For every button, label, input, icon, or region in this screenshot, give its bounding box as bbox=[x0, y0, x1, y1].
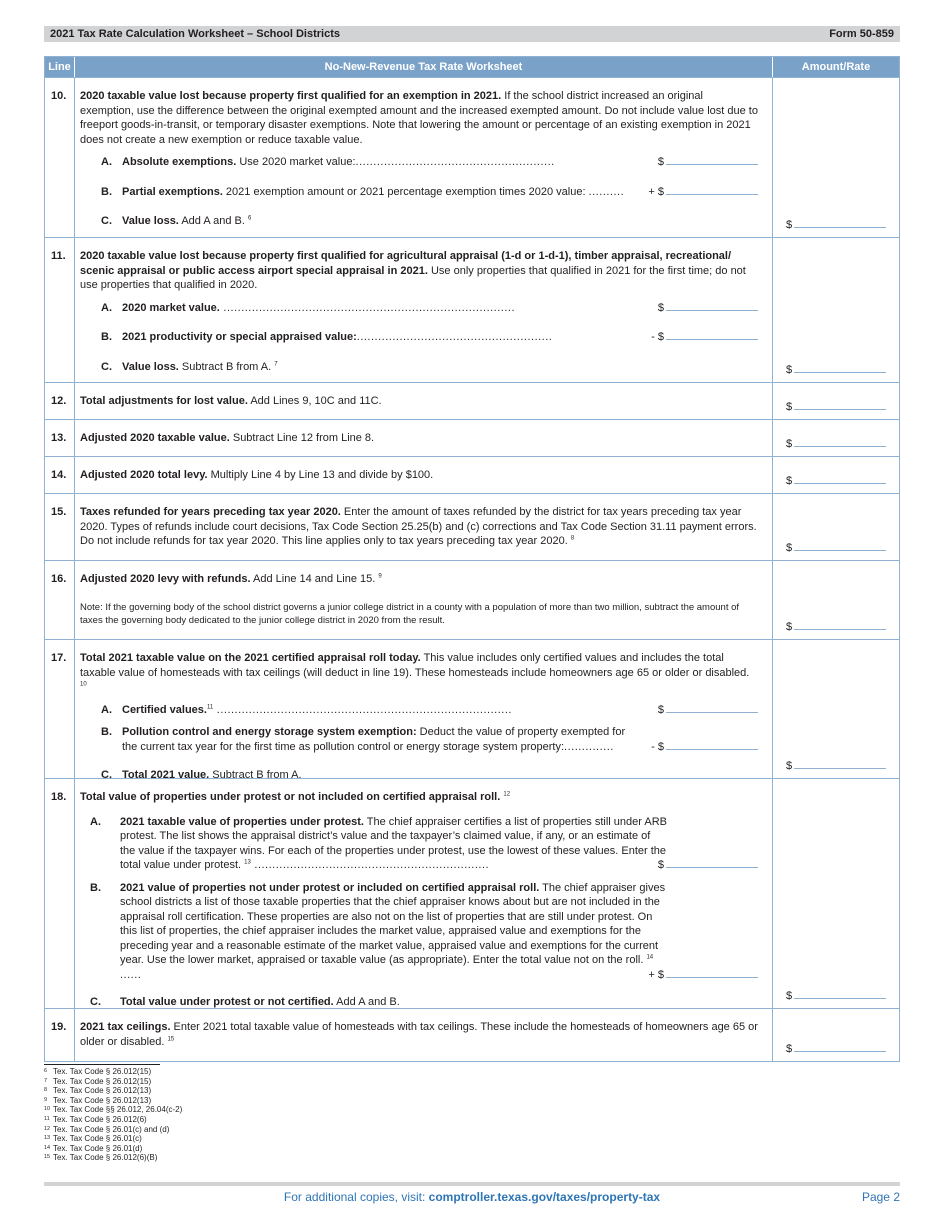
line-number: 12. bbox=[45, 383, 75, 419]
form-header-bar bbox=[44, 26, 900, 42]
line-17b-input[interactable]: - $ bbox=[648, 740, 758, 755]
line-14-row bbox=[45, 456, 899, 493]
line-number: 17. bbox=[45, 640, 75, 778]
footnote: 8 Tex. Tax Code § 26.012(13) bbox=[44, 1086, 152, 1096]
line-11-row bbox=[45, 237, 899, 382]
line-15-amount[interactable]: $ bbox=[786, 541, 888, 554]
line-number: 15. bbox=[45, 494, 75, 560]
line-14-description: Adjusted 2020 total levy. Multiply Line 4 by Line 13 and divide by $100. bbox=[80, 469, 434, 481]
line-17-row bbox=[45, 639, 899, 781]
line-16-description: Adjusted 2020 levy with refunds. Add Line 14 and Line 15. $^9$ bbox=[80, 573, 382, 585]
footnote: 10 Tex. Tax Code §§ 26.012, 26.04(c-2) bbox=[44, 1105, 183, 1115]
page-number: Page 2 bbox=[861, 1190, 900, 1204]
line-11c: C. Value loss. Subtract B from A. $^7$ bbox=[101, 360, 278, 373]
footnotes bbox=[44, 1064, 344, 1163]
line-15-description: Taxes refunded for years preceding tax year 2020. Enter the amount of taxes refunded by the district for tax years preceding tax year 2020. Types of refunds include court decisions, Tax Code Section 25.25(b) and (c) corrections and Tax Code Section 31.11 payment errors. Do not include refunds for tax year 2020. This line applies only to tax years preceding tax year 2020. $^8$ bbox=[80, 506, 757, 547]
table-header bbox=[45, 57, 899, 77]
line-number: 10. bbox=[45, 78, 75, 237]
line-15-row bbox=[45, 493, 899, 560]
line-number: 19. bbox=[45, 1009, 75, 1061]
line-17a-input[interactable]: $ bbox=[648, 703, 758, 718]
line-17-description: Total 2021 taxable value on the 2021 certified appraisal roll today. This value includes only certified values and includes the total taxable value of homesteads with tax ceilings (will deduct in line 19). These homesteads include homeowners age 65 or older or disabled. $^{10}$ bbox=[80, 652, 750, 688]
line-12-row bbox=[45, 382, 899, 419]
line-12-amount[interactable]: $ bbox=[786, 400, 888, 413]
worksheet-table bbox=[44, 56, 900, 1062]
line-19-description: 2021 tax ceilings. Enter 2021 total taxable value of homesteads with tax ceilings. These include the homesteads of homeowners age 65 or older or disabled. $^{15}$ bbox=[80, 1021, 758, 1048]
footnote: 13 Tex. Tax Code § 26.01(c) bbox=[44, 1134, 142, 1144]
line-17b: B. Pollution control and energy storage system exemption: Deduct the value of property exempted for the current tax year for the first time as pollution control or energy storage system property:.............. - $ bbox=[80, 725, 758, 754]
footnote-rule bbox=[44, 1064, 160, 1065]
line-number: 16. bbox=[45, 561, 75, 639]
line-14-amount[interactable]: $ bbox=[786, 474, 888, 487]
line-11-amount[interactable]: $ bbox=[786, 363, 888, 376]
footnote: 11 Tex. Tax Code § 26.012(6) bbox=[44, 1114, 147, 1124]
column-line: Line bbox=[45, 57, 75, 77]
line-10b: B. Partial exemptions. 2021 exemption amount or 2021 percentage exemption times 2020 value: .......... + $ bbox=[80, 185, 758, 200]
line-17-amount[interactable]: $ bbox=[786, 759, 888, 772]
footnote: 15 Tex. Tax Code § 26.012(6)(B) bbox=[44, 1153, 158, 1163]
footnote: 7 Tex. Tax Code § 26.012(15) bbox=[44, 1076, 152, 1086]
line-17c: C. Total 2021 value. Subtract B from A. bbox=[101, 769, 302, 781]
form-number: Form 50-859 bbox=[829, 28, 894, 40]
line-18b: B. 2021 value of properties not under protest or included on certified appraisal roll. The chief appraiser gives school districts a list of those taxable properties that the chief appraiser knows about but are not included in the appraisal roll certification. These properties are also not on the list of properties that are still under protest. On this list of properties, the chief appraiser includes the market value, appraised value and exemptions for the preceding year and a reasonable estimate of the market value, appraised value and exemptions for the current year. Use the lower market, appraised or taxable value (as appropriate). Enter the total value not on the roll. $^{14}$ ...... + $ bbox=[80, 881, 758, 983]
line-19-amount[interactable]: $ bbox=[786, 1042, 888, 1055]
page-footer bbox=[44, 1190, 900, 1204]
line-16-note: Note: If the governing body of the school district governs a junior college district in a county with a population of more than two million, subtract the amount of taxes the governing body dedicated to the junior college district in 2020 from the result. bbox=[80, 601, 740, 626]
line-18b-input[interactable]: + $ bbox=[648, 968, 758, 983]
line-number: 13. bbox=[45, 420, 75, 456]
line-19-row bbox=[45, 1008, 899, 1061]
line-11a-input[interactable]: $ bbox=[648, 301, 758, 316]
footnote: 9 Tex. Tax Code § 26.012(13) bbox=[44, 1095, 152, 1105]
line-10-description: 2020 taxable value lost because property first qualified for an exemption in 2021. If the school district increased an original exemption, use the difference between the original exempted amount and the increased exempted amount. Do not include value lost due to freeport goods-in-transit, or temporary disaster exemptions. Note that lowering the amount or percentage of an existing exemption in 2021 does not create a new exemption or reduce taxable value. bbox=[80, 90, 758, 146]
line-16-row bbox=[45, 560, 899, 639]
line-18-row bbox=[45, 778, 899, 1008]
line-number: 18. bbox=[45, 779, 75, 1008]
line-10-amount[interactable]: $ bbox=[786, 218, 888, 231]
column-worksheet: No-New-Revenue Tax Rate Worksheet bbox=[75, 57, 773, 77]
line-10-row bbox=[45, 77, 899, 237]
line-17a: A. Certified values.$^{11}$ ................................................................................... $ bbox=[80, 703, 758, 718]
line-11-description: 2020 taxable value lost because property first qualified for agricultural appraisal (1-d or 1-d-1), timber appraisal, recreational/ scenic appraisal or public access airport special appraisal in 2021. Use only properties that qualified in 2021 for the first time; do not use properties that qualified in 2020. bbox=[80, 250, 746, 291]
footnote: 14 Tex. Tax Code § 26.01(d) bbox=[44, 1143, 143, 1153]
line-18a-input[interactable]: $ bbox=[648, 858, 758, 873]
line-13-description: Adjusted 2020 taxable value. Subtract Line 12 from Line 8. bbox=[80, 432, 375, 444]
line-13-amount[interactable]: $ bbox=[786, 437, 888, 450]
line-18-description: Total value of properties under protest or not included on certified appraisal roll. $^{12}$ bbox=[80, 791, 511, 803]
line-18-amount[interactable]: $ bbox=[786, 989, 888, 1002]
line-13-row bbox=[45, 419, 899, 456]
line-18a: A. 2021 taxable value of properties under protest. The chief appraiser certifies a list of properties still under ARB protest. The list shows the appraisal district’s value and the taxpayer’s claimed value, if any, or an estimate of the value if the taxpayer wins. For each of the properties under protest, use the lowest of these values. Enter the total value under protest. $^{13}$ .................................................................. $ bbox=[80, 815, 758, 873]
line-10a: A. Absolute exemptions. Use 2020 market value:........................................................ $ bbox=[80, 155, 758, 170]
footer-prefix: For additional copies, visit: bbox=[283, 1190, 429, 1204]
line-11b-input[interactable]: - $ bbox=[648, 330, 758, 345]
footer-rule bbox=[44, 1182, 900, 1186]
line-number: 11. bbox=[45, 238, 75, 382]
line-16-amount[interactable]: $ bbox=[786, 620, 888, 633]
line-10a-input[interactable]: $ bbox=[648, 155, 758, 170]
line-12-description: Total adjustments for lost value. Add Lines 9, 10C and 11C. bbox=[80, 395, 382, 407]
column-amount: Amount/Rate bbox=[801, 61, 871, 73]
line-18c: C. Total value under protest or not certified. Add A and B. bbox=[90, 996, 400, 1008]
footnote: 6 Tex. Tax Code § 26.012(15) bbox=[44, 1067, 152, 1076]
line-10b-input[interactable]: + $ bbox=[648, 185, 758, 200]
line-10c: C. Value loss. Add A and B. $^6$ bbox=[101, 215, 252, 227]
footer-link[interactable]: comptroller.texas.gov/taxes/property-tax bbox=[428, 1190, 661, 1204]
line-11b: B. 2021 productivity or special appraised value:....................................................... - $ bbox=[80, 330, 758, 345]
line-number: 14. bbox=[45, 457, 75, 493]
form-title: 2021 Tax Rate Calculation Worksheet – School Districts bbox=[50, 28, 340, 40]
footnote: 12 Tex. Tax Code § 26.01(c) and (d) bbox=[44, 1124, 170, 1134]
line-11a: A. 2020 market value. .................................................................................. $ bbox=[80, 301, 758, 316]
